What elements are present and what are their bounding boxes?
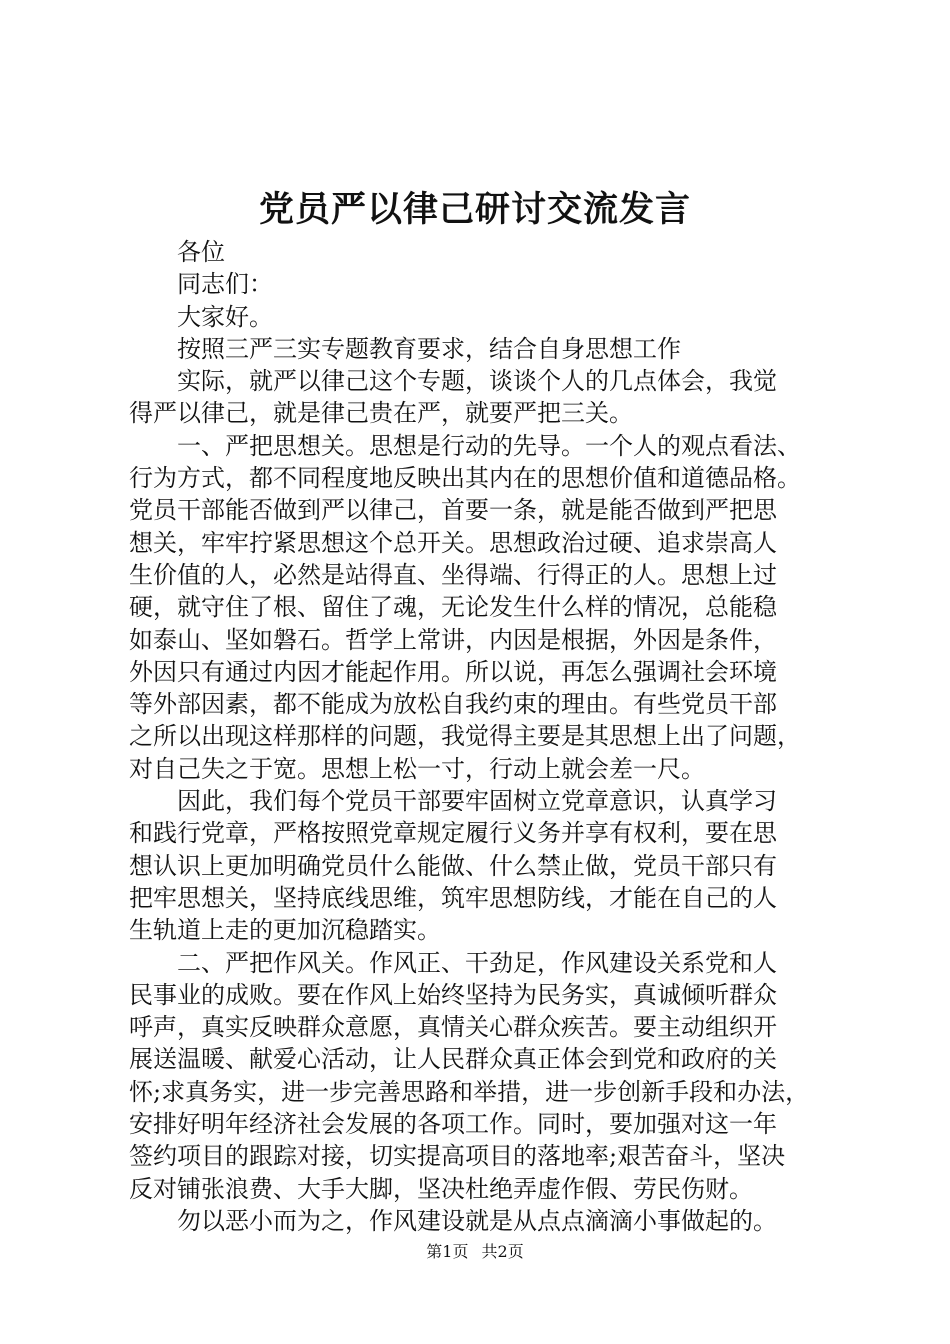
paragraph-small-things: 勿以恶小而为之，作风建设就是从点点滴滴小事做起的。	[177, 1206, 777, 1235]
paragraph-salutation-2: 同志们：	[177, 270, 273, 299]
page-footer	[0, 1241, 950, 1263]
paragraph-intro-2: 实际，就严以律己这个专题，谈谈个人的几点体会，我觉 得严以律己，就是律己贵在严，就要严把三关。	[129, 367, 777, 428]
page-number-current: 第1页	[426, 1242, 469, 1261]
paragraph-salutation-1: 各位	[177, 238, 225, 266]
document-body	[129, 236, 829, 1237]
document-title: 党员严以律己研讨交流发言	[258, 189, 691, 230]
page-number-total: 共2页	[481, 1242, 524, 1261]
paragraph-thought: 一、严把思想关。思想是行动的先导。一个人的观点看法、 行为方式，都不同程度地反映出其内在的思想价值和道德品格。 党员干部能否做到严以律己，首要一条，就是能否做到严把思 想关，牢牢拧紧思想这个总开关。思想政治过硬、追求崇高人 生价值的人，必然是站得直、坐得端、行得正的人。思想上过 硬，就守住了根、留住了魂，无论发生什么样的情况，总能稳 如泰山、坚如磐石。哲学上常讲，内因是根据，外因是条件， 外因只有通过内因才能起作用。所以说，再怎么强调社会环境 等外部因素，都不能成为放松自我约束的理由。有些党员干部 之所以出现这样那样的问题，我觉得主要是其思想上出了问题， 对自己失之于宽。思想上松一寸，行动上就会差一尺。	[129, 431, 801, 783]
paragraph-work-style: 二、严把作风关。作风正、干劲足，作风建设关系党和人 民事业的成败。要在作风上始终坚持为民务实，真诚倾听群众 呼声，真实反映群众意愿，真情关心群众疾苦。要主动组织开 展送温暖、献爱心活动，让人民群众真正体会到党和政府的关 怀;求真务实，进一步完善思路和举措，进一步创新手段和办法， 安排好明年经济社会发展的各项工作。同时，要加强对这一年 签约项目的跟踪对接，切实提高项目的落地率;艰苦奋斗，坚决 反对铺张浪费、大手大脚，坚决杜绝弄虚作假、劳民伤财。	[129, 948, 810, 1203]
paragraph-intro-1: 按照三严三实专题教育要求，结合自身思想工作	[177, 334, 681, 363]
paragraph-party-constitution: 因此，我们每个党员干部要牢固树立党章意识，认真学习 和践行党章，严格按照党章规定履行义务并享有权利，要在思 想认识上更加明确党员什么能做、什么禁止做，党员干部只有 把牢思想关，坚持底线思维，筑牢思想防线，才能在自己的人 生轨道上走的更加沉稳踏实。	[129, 787, 777, 945]
paragraph-greeting: 大家好。	[177, 302, 273, 331]
